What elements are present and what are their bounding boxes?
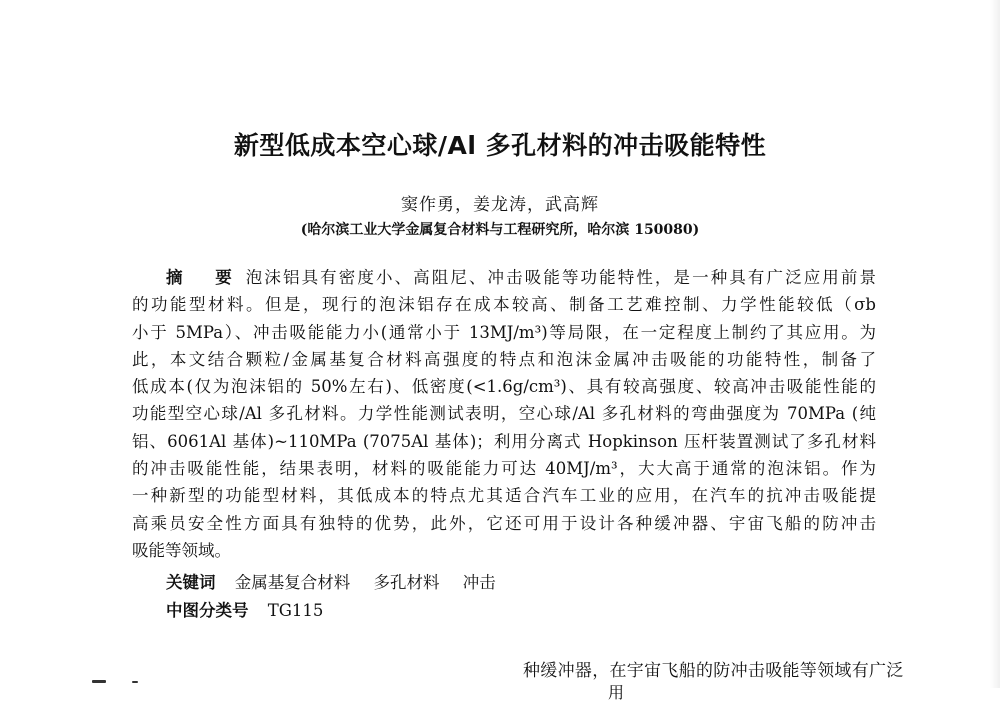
abstract-line: 低成本(仅为泡沫铝的 50%左右)、低密度(<1.6g/cm³)、具有较高强度、较高冲击吸能性能的 — [132, 377, 876, 397]
paper-title: 新型低成本空心球/Al 多孔材料的冲击吸能特性 — [233, 131, 767, 160]
scan-edge-shadow — [990, 0, 1000, 688]
author-list: 窦作勇，姜龙涛，武高辉 — [401, 195, 599, 215]
abstract-line: 小于 5MPa）、冲击吸能能力小(通常小于 13MJ/m³)等局限，在一定程度上制约了其应用。为 — [132, 322, 876, 342]
bleed-through-fragment: 用 — [608, 683, 625, 702]
keyword: 金属基复合材料 — [234, 573, 351, 592]
abstract-line: 高乘员安全性方面具有独特的优势，此外，它还可用于设计各种缓冲器、宇宙飞船的防冲击 — [132, 513, 876, 533]
abstract-line: 铝、6061Al 基体)~110MPa (7075Al 基体)；利用分离式 Hopkinson 压杆装置测试了多孔材料 — [132, 431, 876, 451]
abstract-label: 摘 要 — [166, 268, 240, 287]
classification-row — [166, 597, 323, 621]
keywords-label: 关键词 — [166, 573, 216, 592]
keyword: 冲击 — [462, 573, 496, 592]
abstract-line: 的功能型材料。但是，现行的泡沫铝存在成本较高、制备工艺难控制、力学性能较低（σb — [132, 295, 876, 315]
abstract-line: 吸能等领域。 — [132, 540, 231, 560]
classification-label: 中图分类号 — [166, 601, 249, 620]
affiliation: (哈尔滨工业大学金属复合材料与工程研究所，哈尔滨 150080) — [300, 222, 700, 238]
scan-speck — [92, 680, 106, 683]
abstract-line: 功能型空心球/Al 多孔材料。力学性能测试表明，空心球/Al 多孔材料的弯曲强度为 70MPa (纯 — [132, 404, 876, 424]
bleed-through-text: 种缓冲器，在宇宙飞船的防冲击吸能等领域有广泛 — [523, 661, 904, 681]
abstract-line: 的冲击吸能性能，结果表明，材料的吸能能力可达 40MJ/m³，大大高于通常的泡沫铝。作为 — [132, 459, 876, 479]
abstract-line: 一种新型的功能型材料，其低成本的特点尤其适合汽车工业的应用，在汽车的抗冲击吸能提 — [132, 486, 876, 506]
abstract — [132, 264, 876, 564]
scan-speck — [132, 681, 138, 683]
keywords-row — [166, 569, 514, 593]
abstract-line: 此，本文结合颗粒/金属基复合材料高强度的特点和泡沫金属冲击吸能的功能特性，制备了 — [132, 349, 876, 369]
keyword: 多孔材料 — [373, 573, 440, 592]
classification-number: TG115 — [267, 601, 324, 620]
abstract-line: 摘 要 泡沫铝具有密度小、高阻尼、冲击吸能等功能特性，是一种具有广泛应用前景 — [166, 268, 877, 287]
